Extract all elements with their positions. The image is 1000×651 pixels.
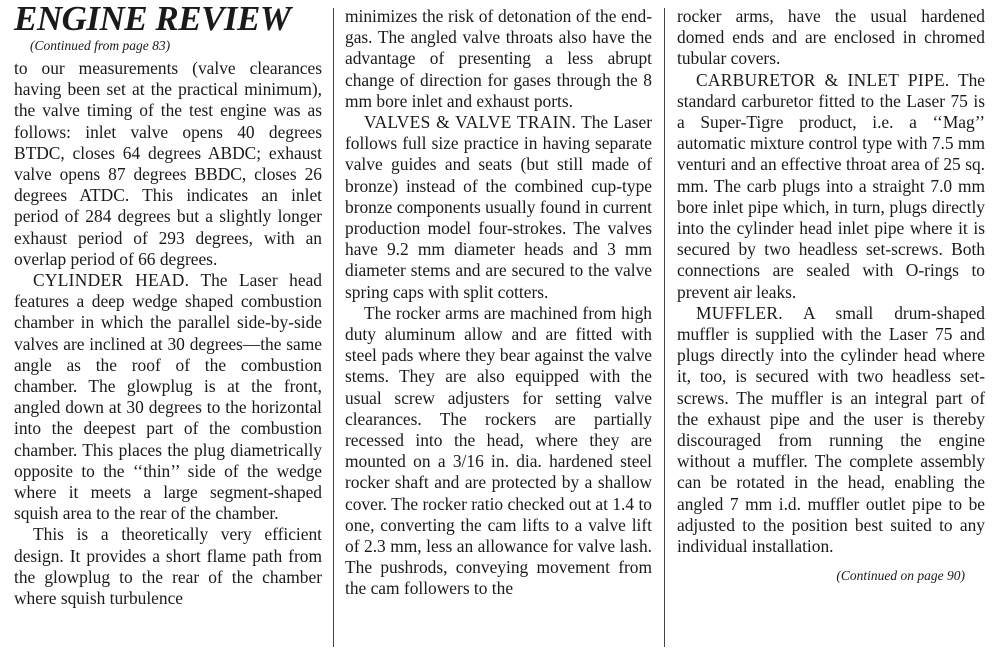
cylinder-head-text: The Laser head features a deep wedge shaped combustion chamber in which the parallel side-by-side valves are inclined at 30 degrees—the same angle as the roof of the combustion chamber. The glowplug is at the front, angled down at 30 degrees to the horizontal into the deepest part of the combustion chamber. This places the plug diametrically opposite to the ‘‘thin’’ side of the wedge where it meets a large segment-shaped squish area to the rear of the chamber. [14,270,322,524]
section-heading-valves: VALVES & VALVE TRAIN. [364,112,577,133]
paragraph-valve-train [345,112,652,303]
paragraph-valve-timing: to our measurements (valve clearances having been set at the practical minimum), the valve timing of the test engine was as follows: inlet valve opens 40 degrees BTDC, closes 64 degrees ABDC; exhaust valve opens 87 degrees BBDC, closes 26 degrees ATDC. This indicates an inlet period of 284 degrees but a slightly longer exhaust period of 293 degrees, with an overlap period of 66 degrees. [14,58,322,269]
continued-from-note: (Continued from page 83) [30,38,171,53]
continued-on-note: (Continued on page 90) [836,568,965,584]
paragraph-detonation: minimizes the risk of detonation of the end-gas. The angled valve throats also have the advantage of presenting a less abrupt change of direction for gases through the 8 mm bore inlet and exhaust ports. [345,6,652,111]
muffler-text: A small drum-shaped muffler is supplied with the Laser 75 and plugs directly into the cylinder head where it, too, is secured with two headless set-screws. The muffler is an integral part of the exhaust pipe and the user is thereby discouraged from running the engine without a muffler. The complete assembly can be rotated in the head, enabling the angled 7 mm i.d. muffler outlet pipe to be adjusted to the position best suited to any individual installation. [677,302,985,557]
paragraph-cylinder-head [14,270,322,524]
column-divider-2 [664,8,665,647]
article-headline: ENGINE REVIEW [14,0,291,38]
column-3 [677,6,985,651]
column-2 [345,6,652,651]
paragraph-rocker-arms: The rocker arms are machined from high duty aluminum allow and are fitted with steel pads where they bear against the valve stems. They are also equipped with the usual screw adjusters for setting valve clearances. The rockers are partially recessed into the head, where they are mounted on a 3/16 in. dia. hardened steel rocker shaft and are protected by a shallow cover. The rocker ratio checked out at 1.4 to one, converting the cam lifts to a valve lift of 2.3 mm, less an allowance for valve lash. The pushrods, conveying movement from the cam followers to the [345,302,652,599]
paragraph-rocker-ends: rocker arms, have the usual hardened domed ends and are enclosed in chromed tubular covers. [677,6,985,69]
column-divider-1 [333,8,334,647]
carburetor-text: The standard carburetor fitted to the Laser 75 is a Super-Tigre product, i.e. a ‘‘Mag’’ automatic mixture control type with 7.5 mm venturi and an effective throat area of 25 sq. mm. The carb plugs into a straight 7.0 mm bore inlet pipe which, in turn, plugs directly into the cylinder head inlet pipe where it is secured by two headless set-screws. Both connections are sealed with O-rings to prevent air leaks. [677,69,985,302]
valve-train-text: The Laser follows full size practice in having separate valve guides and seats (but still made of bronze) instead of the combined cup-type bronze components usually found in current production model four-strokes. The valves have 9.2 mm diameter heads and 3 mm diameter stems and are secured to the valve spring caps with split cotters. [345,112,652,302]
section-heading-muffler: MUFFLER. [696,302,783,323]
paragraph-muffler [677,303,985,557]
section-heading-cylinder-head: CYLINDER HEAD. [33,270,190,291]
column-1 [14,0,322,651]
section-heading-carburetor: CARBURETOR & INLET PIPE. [696,69,950,90]
paragraph-efficient-design: This is a theoretically very efficient design. It provides a short flame path from the glowplug to the rear of the chamber where squish turbulence [14,524,322,609]
paragraph-carburetor [677,70,985,303]
